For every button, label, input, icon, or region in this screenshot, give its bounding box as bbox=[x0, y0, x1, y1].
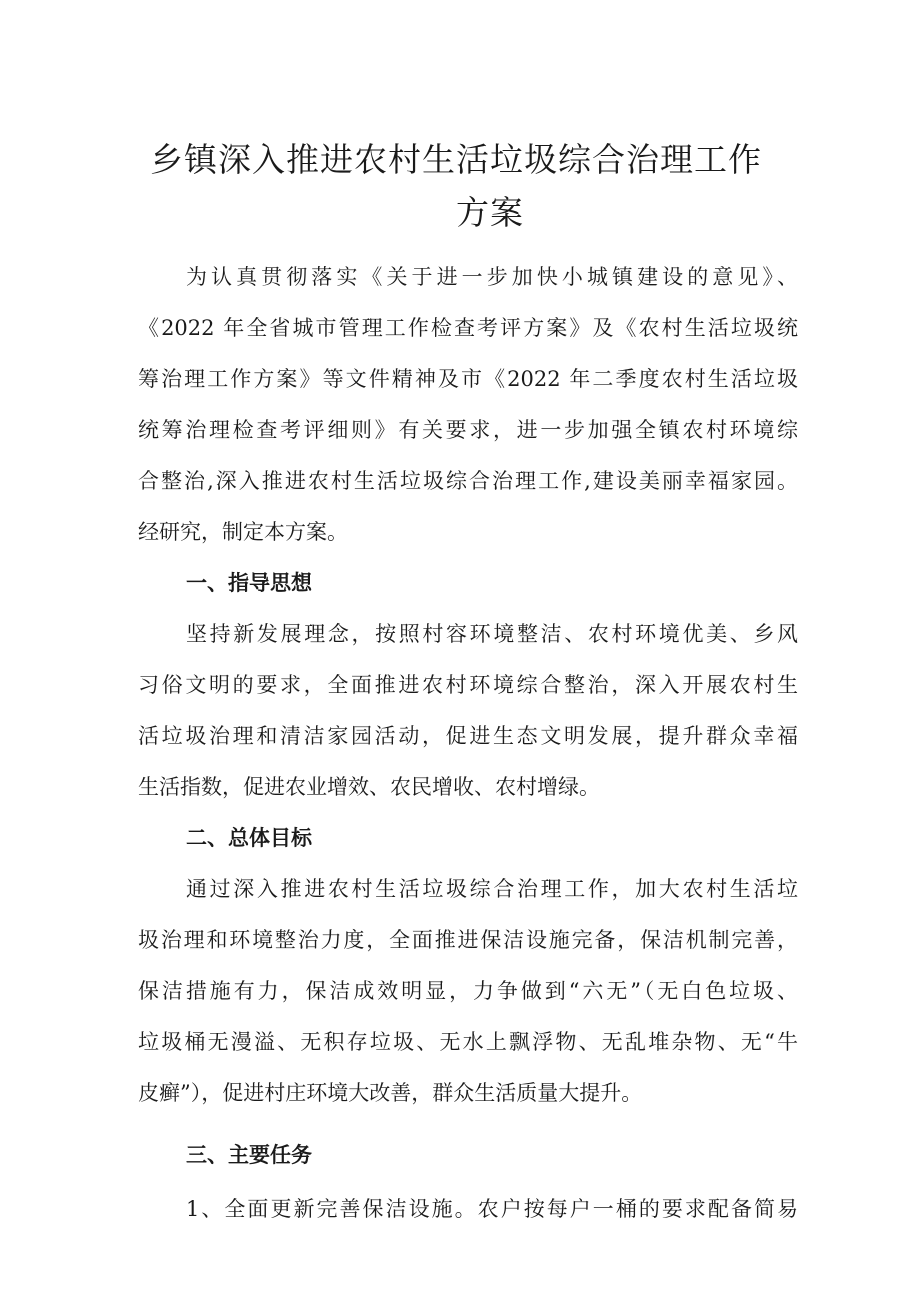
intro-line: 合整治,深入推进农村生活垃圾综合治理工作,建设美丽幸福家园。 bbox=[138, 469, 798, 493]
section2-line: 垃圾桶无漫溢、无积存垃圾、无水上飘浮物、无乱堆杂物、无“牛 bbox=[138, 1030, 798, 1054]
intro-line: 筹治理工作方案》等文件精神及市《2022 年二季度农村生活垃圾 bbox=[138, 367, 798, 391]
intro-line: 统筹治理检查考评细则》有关要求，进一步加强全镇农村环境综 bbox=[138, 418, 798, 442]
section-heading-guiding-ideology: 一、指导思想 bbox=[186, 571, 312, 595]
intro-line: 《2022 年全省城市管理工作检查考评方案》及《农村生活垃圾统 bbox=[138, 316, 798, 340]
section1-line: 生活指数，促进农业增效、农民增收、农村增绿。 bbox=[138, 775, 600, 799]
section1-line: 活垃圾治理和清洁家园活动，促进生态文明发展，提升群众幸福 bbox=[138, 724, 798, 748]
section3-line: 1、全面更新完善保洁设施。农户按每户一桶的要求配备简易 bbox=[186, 1197, 798, 1221]
section-heading-main-tasks: 三、主要任务 bbox=[186, 1143, 312, 1167]
section2-line: 圾治理和环境整治力度，全面推进保洁设施完备，保洁机制完善， bbox=[138, 928, 798, 952]
section2-line: 通过深入推进农村生活垃圾综合治理工作，加大农村生活垃 bbox=[186, 877, 798, 901]
document-title-line2: 方案 bbox=[456, 193, 524, 232]
intro-line: 经研究，制定本方案。 bbox=[138, 520, 348, 544]
section1-line: 习俗文明的要求，全面推进农村环境综合整治，深入开展农村生 bbox=[138, 673, 798, 697]
section2-line: 皮癣”），促进村庄环境大改善，群众生活质量大提升。 bbox=[138, 1081, 643, 1105]
section1-line: 坚持新发展理念，按照村容环境整洁、农村环境优美、乡风 bbox=[186, 622, 798, 646]
section-heading-overall-goals: 二、总体目标 bbox=[186, 826, 312, 850]
intro-line: 为认真贯彻落实《关于进一步加快小城镇建设的意见》、 bbox=[186, 265, 798, 289]
document-title-line1: 乡镇深入推进农村生活垃圾综合治理工作 bbox=[150, 140, 762, 179]
section2-line: 保洁措施有力，保洁成效明显，力争做到“六无”（无白色垃圾、 bbox=[138, 979, 798, 1003]
